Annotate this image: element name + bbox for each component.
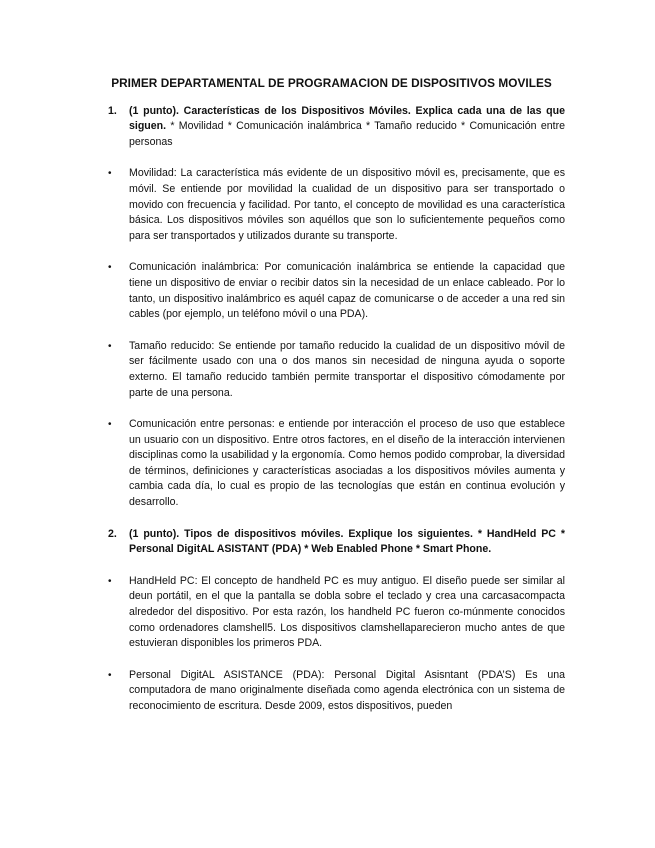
answer-paragraph: Tamaño reducido: Se entiende por tamaño reducido la cualidad de un dispositivo móvil de ser fácilmente usado con una o dos manos sin necesidad de ninguna ayuda o soporte externo. El tamaño reducido también permite transportar el dispositivo cómodamente por parte de una persona. [129, 339, 565, 399]
answer-comunicacion-inalambrica [108, 260, 565, 322]
answer-paragraph: Personal DigitAL ASISTANCE (PDA): Personal Digital Asisntant (PDA’S) Es una computadora de mano originalmente diseñada como agenda electrónica con un sistema de reconocimiento de escritura. Desde 2009, estos dispositivos, pueden [129, 668, 565, 712]
question-number: 1. [108, 104, 117, 117]
question-header: (1 punto). Tipos de dispositivos móviles. Explique los siguientes. * HandHeld PC * Personal DigitAL ASISTANT (PDA) * Web Enabled Phone * Smart Phone. [129, 527, 565, 556]
question-text [129, 527, 565, 558]
answer-pda [108, 668, 565, 715]
bullet-icon: • [108, 168, 112, 180]
document-title: PRIMER DEPARTAMENTAL DE PROGRAMACION DE DISPOSITIVOS MOVILES [111, 76, 552, 90]
answer-comunicacion-personas [108, 417, 565, 511]
answer-paragraph: Comunicación entre personas: e entiende por interacción el proceso de uso que establece un usuario con un dispositivo. Entre otros factores, en el diseño de la interacción intervienen disciplinas como la usabilidad y la ergonomía. Como hemos podido comprobar, la diversidad de términos, definiciones y características asociadas a los dispositivos móviles aumenta y cambia cada día, lo cual es propio de las tecnologías que están en continua evolución y desarrollo. [129, 418, 565, 509]
question-2 [108, 527, 565, 558]
answer-tamano-reducido [108, 339, 565, 401]
question-rest: * Movilidad * Comunicación inalámbrica * Tamaño reducido * Comunicación entre personas [129, 120, 565, 148]
bullet-icon: • [108, 262, 112, 274]
answer-movilidad [108, 166, 565, 244]
bullet-icon: • [108, 669, 112, 681]
answer-handheld-pc [108, 574, 565, 652]
bullet-icon: • [108, 340, 112, 352]
bullet-icon: • [108, 575, 112, 587]
answer-paragraph: Movilidad: La característica más evidente de un dispositivo móvil es, precisamente, que es móvil. Se entiende por movilidad la cualidad de un dispositivo para ser transportado o movido con frecuencia y facilidad. Por tanto, el concepto de movilidad es una característica básica. Los dispositivos móviles son aquéllos que son lo suficientemente pequeños como para ser transportados y utilizados durante su transporte. [129, 167, 565, 242]
question-header: (1 punto). Características de los Dispositivos Móviles. Explica cada una de las que siguen. [129, 104, 565, 133]
bullet-icon: • [108, 419, 112, 431]
question-1 [108, 104, 565, 151]
question-text [129, 104, 565, 151]
answer-paragraph: HandHeld PC: El concepto de handheld PC es muy antiguo. El diseño puede ser similar al deun portátil, en el que la pantalla se dobla sobre el teclado y crea una carcasacompacta alrededor del dispositivo. Por esta razón, los handheld PC fueron co-múnmente conocidos como ordenadores clamshell5. Los dispositivos clamshellaparecieron mucho antes de que estuvieran disponibles los primeros PDA. [129, 574, 565, 650]
question-number: 2. [108, 527, 117, 540]
answer-paragraph: Comunicación inalámbrica: Por comunicación inalámbrica se entiende la capacidad que tiene un dispositivo de enviar o recibir datos sin la necesidad de un enlace cableado. Por lo tanto, un dispositivo inalámbrico es aquél capaz de comunicarse o de acceder a una red sin cables (por ejemplo, un teléfono móvil o una PDA). [129, 261, 565, 321]
